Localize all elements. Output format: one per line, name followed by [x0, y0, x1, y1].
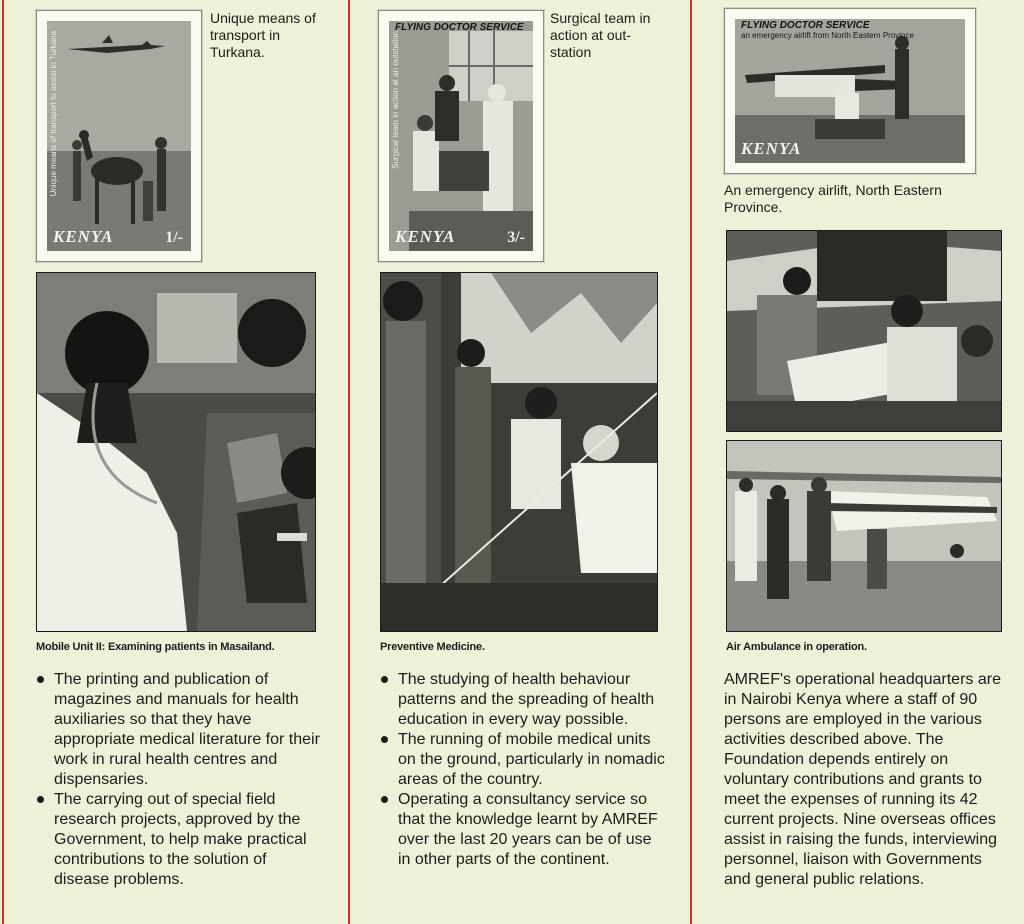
- air-ambulance-photo-illustration: [727, 441, 1001, 631]
- stamp-turkana-country: KENYA: [53, 227, 114, 246]
- stamp-airlift-image: [735, 19, 965, 163]
- stamp-turkana-value: 1/-: [165, 229, 183, 246]
- stamp-surgical: [378, 10, 544, 262]
- bullet-item: The running of mobile medical units on the ground, particularly in nomadic areas of the country.: [378, 730, 668, 790]
- stamp-airlift-country: KENYA: [741, 139, 802, 158]
- photo-airlift-stretcher: [726, 230, 1002, 432]
- stamp-airlift-banner-sub: an emergency airlift from North Eastern Province: [741, 31, 914, 40]
- masailand-photo-illustration: [37, 273, 315, 631]
- preventive-medicine-photo-illustration: [381, 273, 657, 631]
- stamp-surgical-image: [389, 21, 533, 251]
- stamp-surgical-value: 3/-: [507, 229, 525, 246]
- stamp-surgical-banner: FLYING DOCTOR SERVICE: [395, 22, 524, 33]
- column-1-bullet-list: [34, 670, 324, 890]
- bullet-item: The carrying out of special field research projects, approved by the Government, to help make practical contributions to the solution of disease problems.: [34, 790, 324, 890]
- column-2-bullet-list: [378, 670, 668, 870]
- stamp-airlift-banner: [741, 21, 914, 41]
- stamp-turkana-image: [47, 21, 191, 251]
- bullet-item: Operating a consultancy service so that the knowledge learnt by AMREF over the last 20 years can be of use in other parts of the continent.: [378, 790, 668, 870]
- stamp-surgical-country: KENYA: [395, 227, 456, 246]
- column-2: [350, 0, 690, 924]
- photo-air-ambulance-caption: Air Ambulance in operation.: [726, 641, 867, 653]
- photo-air-ambulance: [726, 440, 1002, 632]
- stamp-surgical-caption: Surgical team in action at out-station: [550, 10, 651, 60]
- stamp-turkana: [36, 10, 202, 262]
- bullet-item: The printing and publication of magazines and manuals for health auxiliaries so that they have appropriate medical literature for their work in rural health centres and dispensaries.: [34, 670, 324, 790]
- column-3-paragraph: AMREF's operational headquarters are in Nairobi Kenya where a staff of 90 persons are employed in the various activities described above. The Foundation depends entirely on voluntary contributions and grants to meet the expenses of running its 42 current projects. Nine overseas offices assist in raising the funds, interviewing personnel, liaison with Governments and general public relations.: [724, 671, 1001, 888]
- photo-masailand: [36, 272, 316, 632]
- stamp-airlift-caption: An emergency airlift, North Eastern Province.: [724, 182, 942, 215]
- stamp-surgical-side-text: Surgical team in action at an outstation: [391, 31, 400, 169]
- stamp-airlift-banner-title: FLYING DOCTOR SERVICE: [741, 20, 870, 31]
- stamp-turkana-caption: Unique means of transport in Turkana.: [210, 10, 316, 60]
- column-1: [0, 0, 345, 924]
- column-3: [692, 0, 1024, 924]
- surgical-team-illustration: [389, 21, 533, 251]
- photo-preventive-medicine: [380, 272, 658, 632]
- photo-masailand-caption: Mobile Unit II: Examining patients in Masailand.: [36, 641, 275, 653]
- stretcher-photo-illustration: [727, 231, 1001, 431]
- photo-preventive-caption: Preventive Medicine.: [380, 641, 485, 653]
- stamp-airlift: [724, 8, 976, 174]
- bullet-item: The studying of health behaviour patterns and the spreading of health education in every way possible.: [378, 670, 668, 730]
- stamp-turkana-side-text: Unique means of transport to assist in Turkana: [49, 31, 58, 197]
- camel-caravan-illustration: [47, 21, 191, 251]
